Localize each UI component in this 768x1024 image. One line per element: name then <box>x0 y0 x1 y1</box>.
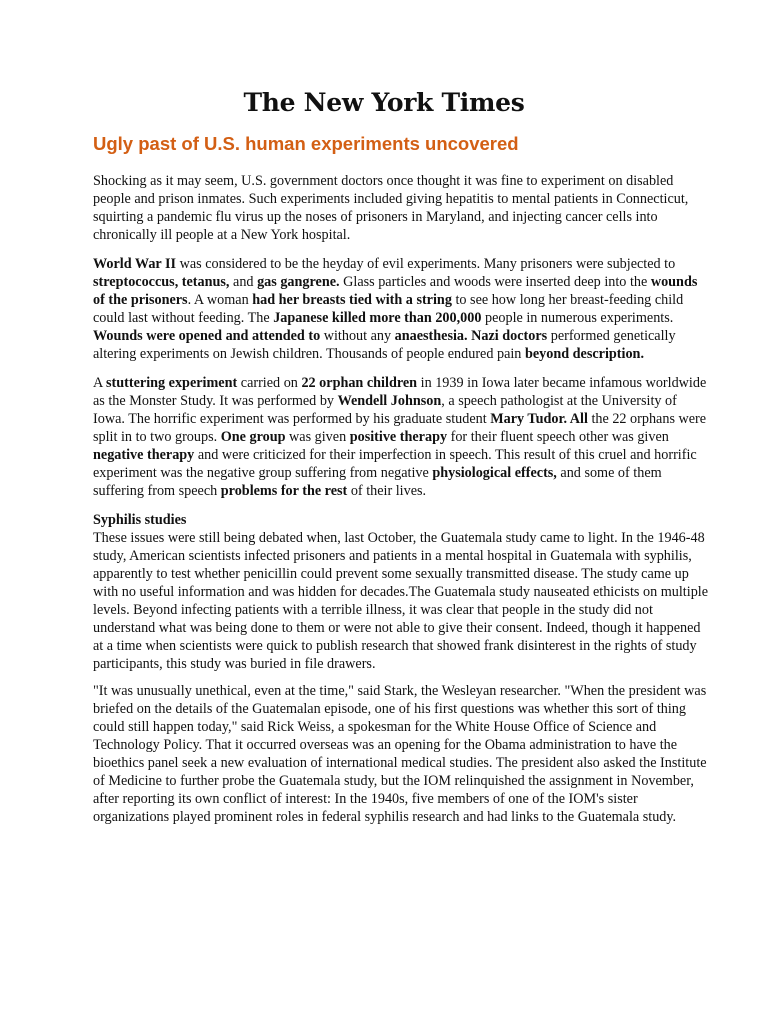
text-run: for their fluent speech other was given <box>447 429 669 445</box>
text-run: and some of them suffering from speech <box>93 465 662 499</box>
paragraph-stuttering-experiment <box>93 374 711 500</box>
emphasis: streptococcus, tetanus, <box>93 274 230 290</box>
emphasis: negative therapy <box>93 447 195 463</box>
emphasis: anaesthesia. Nazi doctors <box>394 328 548 344</box>
text-run: the 22 orphans were split in to two groups. <box>93 411 707 445</box>
article-body <box>93 172 711 837</box>
section-heading: Syphilis studies <box>93 512 187 528</box>
emphasis: Wounds were opened and attended to <box>93 328 321 344</box>
emphasis: positive therapy <box>349 429 448 445</box>
emphasis: One group <box>220 429 286 445</box>
paragraph-intro: Shocking as it may seem, U.S. government doctors once thought it was fine to experiment on disabled people and prison inmates. Such experiments included giving hepatitis to mental patients in Connecticut, squirting a pandemic flu virus up the noses of prisoners in Maryland, and injecting cancer cells into chronically ill people at a New York hospital. <box>93 173 689 243</box>
text-run: and <box>229 274 258 290</box>
text-run: These issues were still being debated when, last October, the Guatemala study came to light. In the 1946-48 study, American scientists infected prisoners and patients in a mental hospital in Guatemala with syphilis, apparently to test whether penicillin could prevent some sexually transmitted disease. The study came up with no useful information and was hidden for decades.The Guatemala study nauseated ethicists on multiple levels. Beyond infecting patients with a terrible illness, it was clear that people in the study did not understand what was being done to them or were not able to give their consent. Indeed, though it happened at a time when scientists were quick to publish research that showed frank disinterest in the rights of study participants, this study was buried in file drawers. <box>93 530 709 672</box>
paragraph-world-war-ii <box>93 255 711 363</box>
paragraph-stark-quote: "It was unusually unethical, even at the time," said Stark, the Wesleyan researcher. "When the president was briefed on the details of the Guatemalan episode, one of his first questions was whether this sort of thing could still happen today," said Rick Weiss, a spokesman for the White House Office of Science and Technology Policy. That it occurred overseas was an opening for the Obama administration to have the bioethics panel seek a new evaluation of international medical studies. The president also asked the Institute of Medicine to further probe the Guatemala study, but the IOM relinquished the assignment in November, after reporting its own conflict of interest: In the 1940s, five members of one of the IOM's sister organizations played prominent roles in federal syphilis research and had links to the Guatemala study. <box>93 683 707 825</box>
emphasis: Mary Tudor. All <box>490 411 588 427</box>
emphasis: World War II <box>93 256 177 272</box>
text-run: . A woman <box>187 292 253 308</box>
emphasis: 22 orphan children <box>301 375 418 391</box>
text-run: A <box>93 375 107 391</box>
text-run: without any <box>320 328 395 344</box>
emphasis: physiological effects, <box>432 465 557 481</box>
text-run: was given <box>285 429 350 445</box>
text-run: carried on <box>237 375 302 391</box>
masthead-logo: The New York Times <box>243 88 525 117</box>
text-run: was considered to be the heyday of evil experiments. Many prisoners were subjected to <box>176 256 676 272</box>
text-run: Glass particles and woods were inserted deep into the <box>339 274 651 290</box>
emphasis: Japanese killed more than 200,000 <box>273 310 482 326</box>
emphasis: Wendell Johnson <box>337 393 442 409</box>
emphasis: problems for the rest <box>220 483 348 499</box>
emphasis: wounds of the prisoners <box>93 274 698 308</box>
emphasis: stuttering experiment <box>106 375 238 391</box>
text-run: in 1939 in Iowa later became infamous worldwide as the Monster Study. It was performed by <box>93 375 707 409</box>
paragraph-syphilis-studies <box>93 511 711 673</box>
emphasis: had her breasts tied with a string <box>252 292 452 308</box>
article-headline: Ugly past of U.S. human experiments uncovered <box>93 133 519 154</box>
text-run: and were criticized for their imperfection in speech. This result of this cruel and horrific experiment was the negative group suffering from negative <box>93 447 697 481</box>
text-run: performed genetically altering experiments on Jewish children. Thousands of people endured pain <box>93 328 676 362</box>
emphasis: beyond description. <box>524 346 644 362</box>
text-run: to see how long her breast-feeding child could last without feeding. The <box>93 292 684 326</box>
text-run: people in numerous experiments. <box>481 310 674 326</box>
text-run: of their lives. <box>347 483 427 499</box>
emphasis: gas gangrene. <box>257 274 340 290</box>
text-run: , a speech pathologist at the University of Iowa. The horrific experiment was performed by his graduate student <box>93 393 677 427</box>
